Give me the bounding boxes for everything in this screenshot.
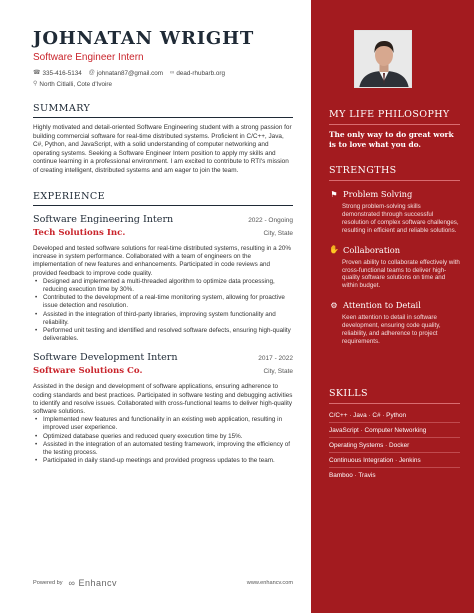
contact-info [33,68,293,90]
candidate-role: Software Engineer Intern [33,52,144,63]
job-location: City, State [263,368,293,376]
brand-name: Enhancv [78,578,117,588]
job-bullet: • Participated in daily stand-up meetings and provided progress updates to the team. [33,457,293,465]
job-description: Assisted in the design and development of software applications, ensuring adherence to coding standards and best practices. Participated in software testing and debugging activities to identify and resolve issues. Collaborated with cross-functional teams to deliver high-quality software solutions. [33,383,293,416]
job-bullet: • Performed unit testing and identified and resolved software defects, ensuring high-quality deliverables. [33,327,293,343]
experience-heading: EXPERIENCE [33,191,293,206]
skill-row: Continuous Integration · Jenkins [329,453,460,468]
job-date: 2017 - 2022 [258,355,293,363]
summary-heading: SUMMARY [33,103,293,118]
strength-item [329,245,460,291]
strength-title: Attention to Detail [343,300,421,311]
candidate-name: JOHNATAN WRIGHT [33,28,255,49]
skills-list [329,408,460,482]
skill-row: Bamboo · Travis [329,472,376,479]
philosophy-heading: MY LIFE PHILOSOPHY [329,109,460,125]
job-bullets [33,416,293,465]
enhancv-logo-icon: ∞ Enhancv [68,578,117,588]
philosophy-quote: The only way to do great work is to love what you do. [329,130,454,149]
skill-row: Operating Systems · Docker [329,438,460,453]
experience-entry [33,352,293,465]
skill-row: JavaScript · Computer Networking [329,423,460,438]
location-pin-icon: ⚲ [33,81,38,87]
footer-url[interactable]: www.enhancv.com [246,580,293,586]
strengths-section [329,165,460,346]
profile-photo [354,30,412,88]
job-description: Developed and tested software solutions for real-time distributed systems, resulting in a 20% increase in system performance. Collaborated with a team of engineers on the implementation of new features and enhancements. Participated in code reviews and provided feedback to improve code quality. [33,245,291,277]
footer-brand [33,578,117,588]
website-contact[interactable] [170,68,225,79]
phone-icon: ☎ [33,70,41,76]
summary-text: Highly motivated and detail-oriented Software Engineering student with a strong passion for building commercial software for real-time distributed systems. Proficient in C/C++, Java, C#, Python, and JavaScript, with a solid understanding of computer networking and operating systems. Seeking a Software Engineer Intern position to apply my skills and continue learning in a professional environment. I am excited to contribute to RTI's mission of creating intelligent, distributed systems and am eager to join the team. [33,124,292,174]
strength-title: Problem Solving [343,189,413,199]
strength-description: Keen attention to detail in software development, ensuring code quality, reliability, and adherence to project requirements. [342,314,441,345]
handshake-icon: ✋ [329,245,339,255]
footer [33,578,293,588]
job-date: 2022 - Ongoing [248,217,293,224]
job-bullet: • Contributed to the development of a real-time monitoring system, allowing for proactive issue detection and resolution. [33,294,293,310]
job-title: Software Engineering Intern [33,214,174,225]
link-icon: ∞ [170,70,175,76]
job-bullet: • Assisted in the integration of an automated testing framework, improving the efficiency of the testing process. [33,441,293,457]
job-bullet: • Assisted in the integration of third-party libraries, improving system functionality and reliability. [33,311,293,327]
phone-contact[interactable] [33,68,82,79]
skills-section [329,388,460,482]
email-text: johnatan87@gmail.com [96,70,164,77]
strength-description: Strong problem-solving skills demonstrated through successful resolution of complex software challenges, resulting in efficient and reliable solutions. [342,203,459,234]
job-bullets [33,278,293,344]
job-title: Software Development Intern [33,352,178,364]
skill-row: C/C++ · Java · C# · Python [329,408,460,423]
strength-item [329,189,460,235]
company-name: Tech Solutions Inc. [33,228,126,238]
strength-item [329,300,460,346]
skills-heading: SKILLS [329,388,460,404]
avatar-icon [355,31,412,88]
strengths-heading: STRENGTHS [329,165,460,181]
job-bullet: • Implemented new features and functionality in an existing web application, resulting in improved user experience. [33,416,293,432]
gear-icon: ⚙ [330,300,338,310]
sidebar [311,0,474,613]
location-text: North Citlalli, Cote d'Ivoire [39,81,112,88]
strength-title: Collaboration [343,244,401,255]
email-icon: @ [88,70,95,76]
job-location: City, State [263,230,293,237]
strength-description: Proven ability to collaborate effectively with cross-functional teams to deliver high-quality software solutions on time and within budget. [342,258,460,290]
job-bullet: • Designed and implemented a multi-threaded algorithm to optimize data processing, reducing execution time by 30%. [33,278,293,294]
flag-icon: ⚑ [330,189,338,199]
experience-entry [33,214,293,343]
email-contact[interactable] [89,68,163,79]
website-text: dead-rhubarb.org [176,70,225,77]
job-bullet: • Optimized database queries and reduced query execution time by 15%. [33,433,293,441]
phone-text: 335-416-5134 [42,70,82,77]
company-name: Software Solutions Co. [33,366,143,377]
location-contact [33,79,112,90]
powered-by-text: Powered by [33,580,63,586]
philosophy-section [329,109,460,149]
